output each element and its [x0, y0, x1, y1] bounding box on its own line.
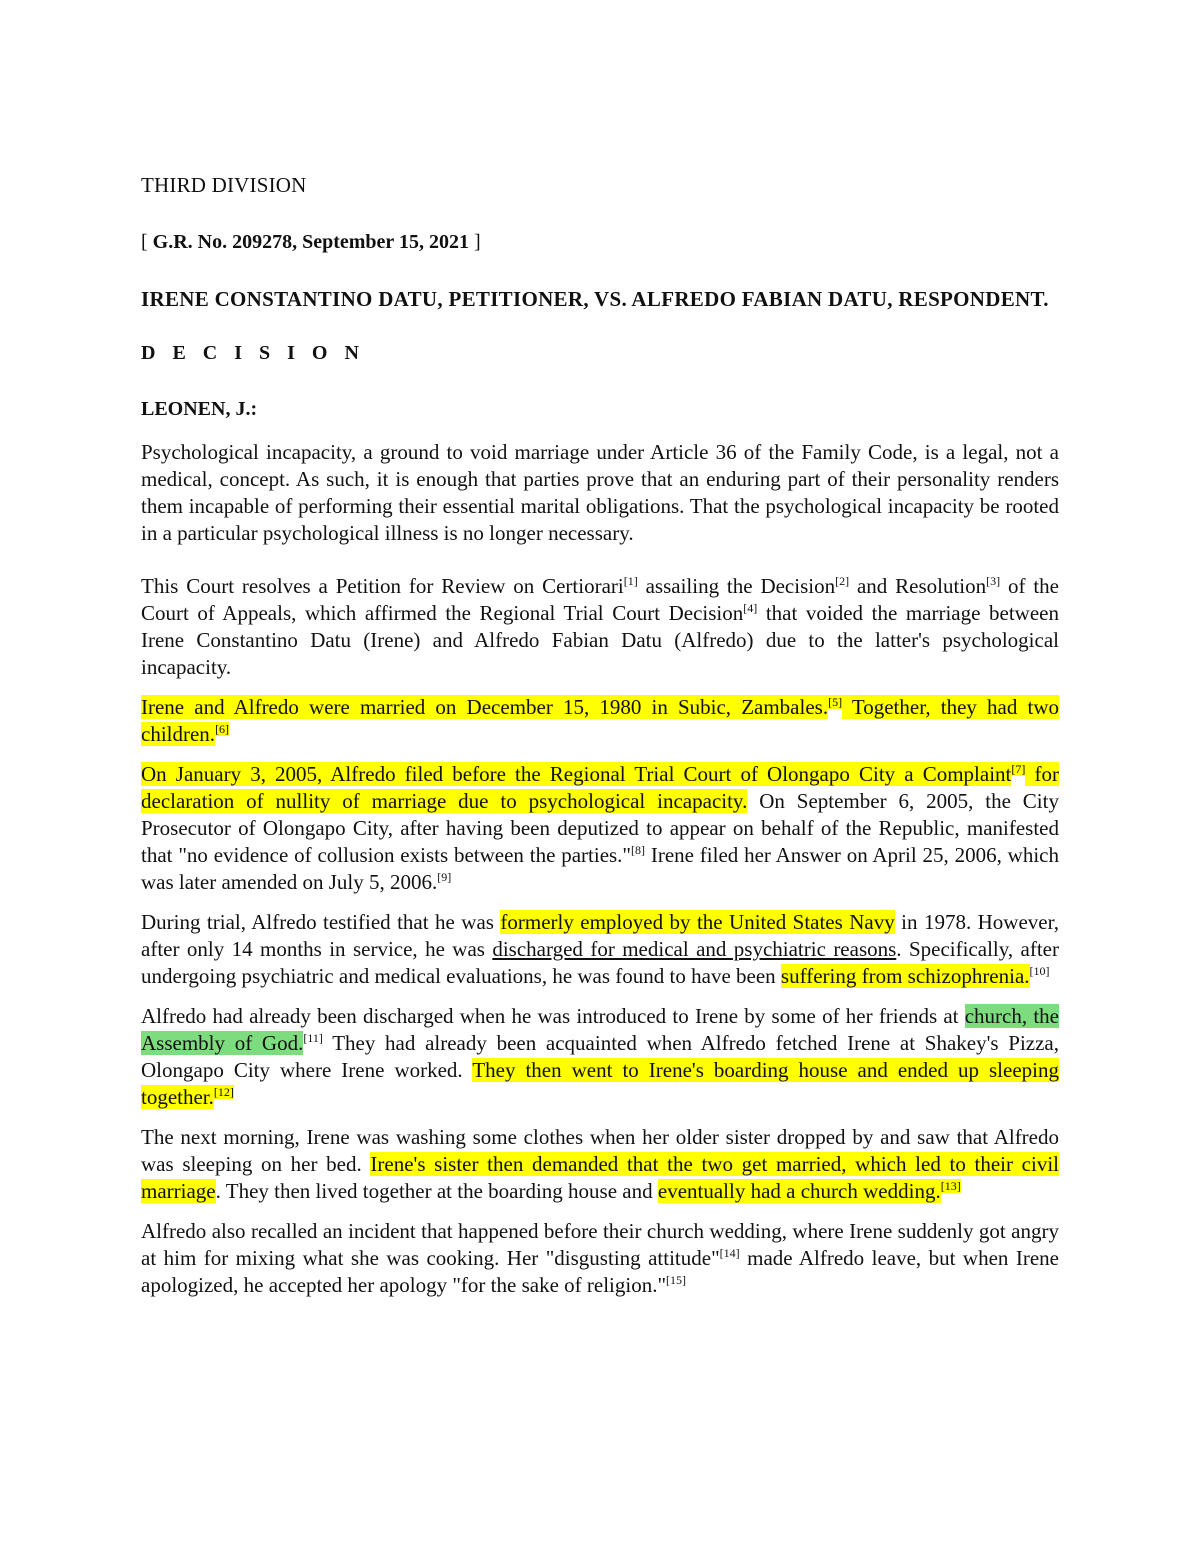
paragraph-3	[141, 694, 1059, 748]
paragraph-text: Alfredo also recalled an incident that happened before their church wedding, where Irene suddenly got angry at him for mixing what she was cooking. Her "disgusting attitude"	[141, 1219, 1059, 1270]
paragraph-text: The next morning, Irene was washing some clothes when her older sister dropped by and saw that Alfredo was sleeping on her bed.	[141, 1125, 1059, 1176]
case-number-text: G.R. No. 209278, September 15, 2021	[152, 231, 469, 253]
footnote-ref[interactable]: [7]	[1011, 762, 1026, 776]
footnote-ref[interactable]: [12]	[213, 1085, 234, 1099]
highlighted-text: Irene's sister then demanded that the two get married, which led to their civil marriage	[141, 1152, 1059, 1203]
footnote-ref[interactable]: [11]	[303, 1031, 323, 1045]
paragraph-5	[141, 909, 1059, 990]
highlighted-text: suffering from schizophrenia.	[780, 964, 1030, 988]
footnote-ref[interactable]: [10]	[1029, 964, 1050, 978]
paragraph-text: This Court resolves a Petition for Review on Certiorari	[141, 574, 624, 598]
highlighted-text: On January 3, 2005, Alfredo filed before the Regional Trial Court of Olongapo City a Complaint	[141, 762, 1012, 786]
paragraph-8	[141, 1218, 1059, 1299]
paragraph-text: Irene filed her Answer on April 25, 2006, which was later amended on July 5, 2006.	[141, 843, 1060, 894]
green-highlighted-text: church, the Assembly of God.	[141, 1004, 1059, 1055]
paragraph-text: of the Court of Appeals, which affirmed the Regional Trial Court Decision	[141, 574, 1059, 625]
footnote-ref[interactable]: [3]	[986, 574, 1001, 588]
highlighted-text: eventually had a church wedding.	[657, 1179, 941, 1203]
case-number-open-bracket: [	[141, 231, 153, 253]
division-heading: THIRD DIVISION	[141, 173, 307, 197]
ponente: LEONEN, J.:	[141, 398, 258, 420]
highlighted-text: Irene and Alfredo were married on December 15, 1980 in Subic, Zambales.	[141, 695, 829, 719]
paragraph-text: that voided the marriage between Irene Constantino Datu (Irene) and Alfredo Fabian Datu (Alfredo) due to the latter's psychological incapacity.	[141, 601, 1059, 679]
footnote-ref[interactable]: [13]	[940, 1179, 961, 1193]
highlighted-text: They then went to Irene's boarding house and ended up sleeping together.	[141, 1058, 1059, 1109]
paragraph-text: They had already been acquainted when Alfredo fetched Irene at Shakey's Pizza, Olongapo City where Irene worked.	[141, 1031, 1059, 1082]
paragraph-text: assailing the Decision	[637, 574, 836, 598]
footnote-ref[interactable]: [5]	[828, 695, 843, 709]
footnote-ref[interactable]: [6]	[215, 722, 230, 736]
paragraph-text: in 1978. However, after only 14 months in service, he was	[141, 910, 1059, 961]
underlined-text: discharged for medical and psychiatric reasons	[492, 937, 897, 961]
footnote-ref[interactable]: [8]	[631, 843, 646, 857]
case-parties: IRENE CONSTANTINO DATU, PETITIONER, VS. ALFREDO FABIAN DATU, RESPONDENT.	[141, 287, 1049, 311]
paragraph-text: made Alfredo leave, but when Irene apologized, he accepted her apology "for the sake of religion."	[141, 1246, 1059, 1297]
paragraph-text: Alfredo had already been discharged when he was introduced to Irene by some of her friends at	[141, 1004, 965, 1028]
paragraph-text: . Specifically, after undergoing psychiatric and medical evaluations, he was found to have been	[141, 937, 1059, 988]
highlighted-text: formerly employed by the United States Navy	[500, 910, 895, 934]
footnote-ref[interactable]: [14]	[719, 1246, 740, 1260]
paragraph-7	[141, 1124, 1059, 1205]
paragraph-2	[141, 573, 1059, 681]
document-body	[141, 168, 1059, 1299]
footnote-ref[interactable]: [1]	[623, 574, 638, 588]
footnote-ref[interactable]: [15]	[666, 1273, 687, 1287]
paragraph-text: and Resolution	[849, 574, 987, 598]
footnote-ref[interactable]: [9]	[437, 870, 452, 884]
case-number	[141, 229, 1059, 256]
footnote-ref[interactable]: [2]	[835, 574, 850, 588]
paragraph-1: Psychological incapacity, a ground to void marriage under Article 36 of the Family Code, is a legal, not a medical, concept. As such, it is enough that parties prove that an enduring part of their personality renders them incapable of performing their essential marital obligations. That the psychological incapacity be rooted in a particular psychological illness is no longer necessary.	[141, 440, 1059, 545]
paragraph-text: . They then lived together at the boarding house and	[215, 1179, 658, 1203]
paragraph-text: On September 6, 2005, the City Prosecutor of Olongapo City, after having been deputized to appear on behalf of the Republic, manifested that "no evidence of collusion exists between the parties."	[141, 789, 1059, 867]
paragraph-4	[141, 761, 1059, 896]
highlighted-text: Together, they had two children.	[141, 695, 1059, 746]
decision-title: D E C I S I O N	[141, 342, 365, 364]
case-number-close-bracket: ]	[468, 231, 481, 253]
paragraph-text: During trial, Alfredo testified that he was	[141, 910, 501, 934]
paragraph-6	[141, 1003, 1059, 1111]
footnote-ref[interactable]: [4]	[743, 601, 758, 615]
highlighted-text: for declaration of nullity of marriage due to psychological incapacity.	[141, 762, 1059, 813]
